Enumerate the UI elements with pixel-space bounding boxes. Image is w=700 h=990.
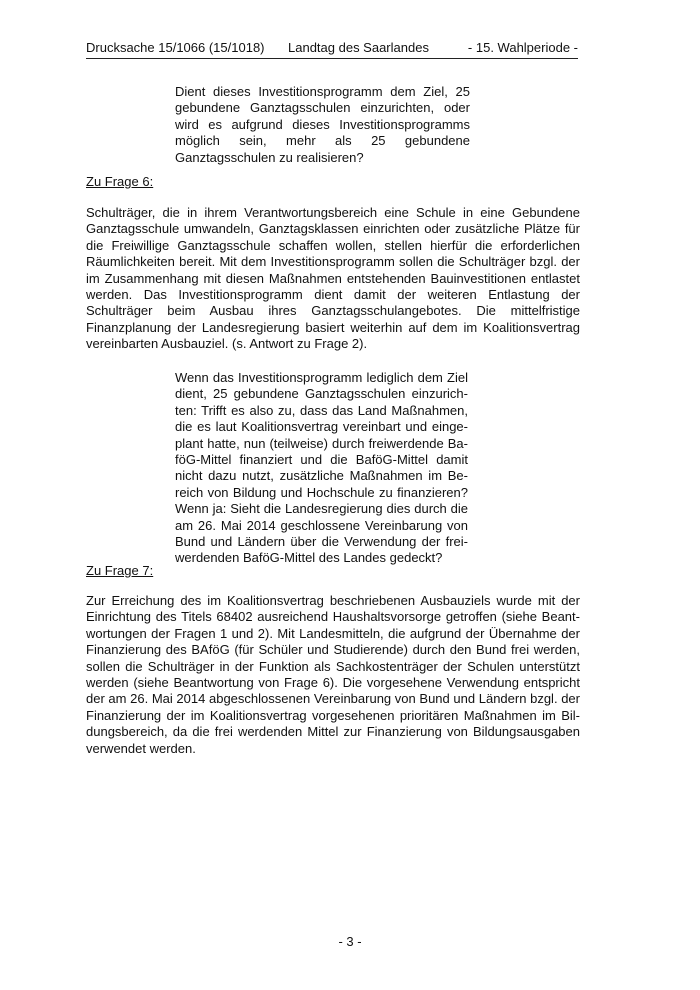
question-block-1: Dient dieses Investitionsprogramm dem Ziel, 25 gebundene Ganztagsschulen einzurichten, oder wird es aufgrund dieses Investitionsprogramms möglich sein, mehr als 25 gebundene Ganztagsschulen zu realisieren? [175, 84, 470, 165]
answer-text-6: Schulträger, die in ihrem Verantwortungsbereich eine Schule in eine Gebundene Ganztagsschule umwandeln, Ganztagsklassen einrichten oder zusätzliche Plätze für die Freiwillige Ganztagsschule schaffen wollen, stellen hierfür die erforderlichen Räumlichkeiten bereit. Mit dem Investitionsprogramm sollen die Schulträger bzgl. der im Zusammenhang mit diesen Maßnahmen entstehenden Bauinvestitionen entlastet werden. Das Investitionsprogramm dient damit der weiteren Entlastung der Schulträger beim Ausbau ihres Ganztagsschulangebotes. Die mittelfristige Finanzplanung der Landesregierung basiert weiterhin auf dem im Koalitionsvertrag vereinbarten Ausbauziel. (s. Antwort zu Frage 2). [86, 205, 580, 352]
answer-heading-6: Zu Frage 6: [86, 174, 154, 189]
legislative-period: - 15. Wahlperiode - [467, 40, 578, 55]
page-header [86, 40, 578, 59]
question-block-2: Wenn das Investitionsprogramm lediglich dem Ziel dient, 25 gebundene Ganztagsschulen einzurichten: Trifft es also zu, dass das Land Maßnahmen, die es laut Koalitionsvertrag vereinbart und eingeplant hatte, nun (teilweise) durch freiwerdende BaföG-Mittel finanziert und die BaföG-Mittel damit nicht dazu nutzt, zusätzliche Maßnahmen im Bereich von Bildung und Hochschule zu finanzieren? Wenn ja: Sieht die Landesregierung dies durch die am 26. Mai 2014 geschlossene Vereinbarung von Bund und Ländern über die Verwendung der freiwerdenden BaföG-Mittel des Landes gedeckt? [175, 370, 468, 566]
document-number: Drucksache 15/1066 (15/1018) [86, 40, 265, 55]
answer-text-7: Zur Erreichung des im Koalitionsvertrag beschriebenen Ausbauziels wurde mit der Einrichtung des Titels 68402 ausreichend Haushaltsvorsorge getroffen (siehe Beantwortungen der Fragen 1 und 2). Mit Landesmitteln, die aufgrund der Übernahme der Finanzierung des BAföG (für Schüler und Studierende) durch den Bund frei werden, sollen die Schulträger in der Funktion als Sachkostenträger der Schulen unterstützt werden (siehe Beantwortung von Frage 6). Die vorgesehene Verwendung entspricht der am 26. Mai 2014 abgeschlossenen Vereinbarung von Bund und Ländern bzgl. der Finanzierung der im Koalitionsvertrag vorgesehenen prioritären Maßnahmen im Bildungsbereich, da die frei werdenden Mittel zur Finanzierung von Bildungsausgaben verwendet werden. [86, 593, 580, 756]
answer-heading-7: Zu Frage 7: [86, 563, 154, 578]
parliament-name: Landtag des Saarlandes [288, 40, 429, 55]
page-number: - 3 - [338, 934, 362, 949]
